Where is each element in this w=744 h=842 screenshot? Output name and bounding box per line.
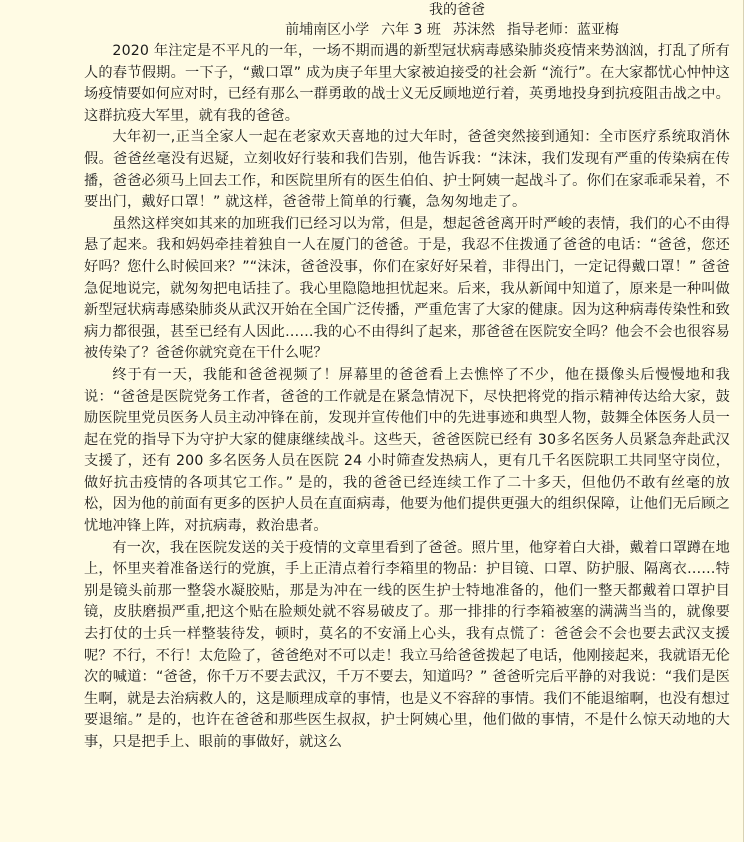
class-name: 六年 3 班 — [381, 22, 441, 38]
byline — [84, 19, 730, 41]
teacher-name: 指导老师：蓝亚梅 — [506, 22, 619, 38]
paragraph-1: 2020 年注定是不平凡的一年，一场不期而遇的新型冠状病毒感染肺炎疫情来势汹汹，打乱了所有人的春节假期。一下子，“戴口罩” 成为庚子年里大家被迫接受的社会新 “流行”。在大家都忧心忡忡这场疫情要如何应对时，已经有那么一群勇敢的战士义无反顾地逆行着，英勇地投身到抗疫阻击战之中。这群抗疫大军里，就有我的爸爸。 — [84, 43, 730, 124]
essay-title: 我的爸爸 — [429, 2, 485, 18]
school-name: 前埔南区小学 — [285, 22, 370, 38]
paragraph-2: 大年初一,正当全家人一起在老家欢天喜地的过大年时，爸爸突然接到通知：全市医疗系统取消休假。爸爸丝毫没有迟疑，立刻收好行装和我们告别，他告诉我：“沫沫，我们发现有严重的传染病在传播，爸爸必须马上回去工作，和医院里所有的医生伯伯、护士阿姨一起战斗了。你们在家乖乖呆着，不要出门，戴好口罩！” 就这样，爸爸带上简单的行囊，急匆匆地走了。 — [84, 129, 730, 211]
paragraph-4: 终于有一天，我能和爸爸视频了！屏幕里的爸爸看上去憔悴了不少，他在摄像头后慢慢地和我说：“爸爸是医院党务工作者，爸爸的工作就是在紧急情况下，尽快把将党的指示精神传达给大家，鼓励医院里党员医务人员主动冲锋在前，发现并宣传他们中的先进事迹和典型人物，鼓舞全体医务人员一起在党的指导下为守护大家的健康继续战斗。这些天，爸爸医院已经有 30多名医务人员紧急奔赴武汉支援了，还有 200 多名医务人员在医院 24 小时筛查发热病人，更有几千名医院职工共同坚守岗位，做好抗击疫情的各项其它工作。” 是的，我的爸爸已经连续工作了二十多天，但他仍不敢有丝毫的放松，因为他的前面有更多的医护人员在直面病毒，他要为他们提供更强大的组织保障，让他们无后顾之忧地冲锋上阵，对抗病毒，救治患者。 — [84, 366, 730, 535]
paragraph-3: 虽然这样突如其来的加班我们已经习以为常，但是，想起爸爸离开时严峻的表情，我们的心不由得悬了起来。我和妈妈牵挂着独自一人在厦门的爸爸。于是，我忍不住拨通了爸爸的电话：“爸爸，您还好吗？您什么时候回来？”“沫沫，爸爸没事，你们在家好好呆着，非得出门，一定记得戴口罩！” 爸爸急促地说完，就匆匆把电话挂了。我心里隐隐地担忧起来。后来，我从新闻中知道了，原来是一种叫做新型冠状病毒感染肺炎从武汉开始在全国广泛传播，严重危害了大家的健康。因为这种病毒传染性和致病力都很强，甚至已经有人因此……我的心不由得纠了起来，那爸爸在医院安全吗？他会不会也很容易被传染了？爸爸你就究竟在干什么呢？ — [84, 215, 730, 362]
author-name: 苏沫然 — [452, 22, 495, 38]
paragraph-5: 有一次，我在医院发送的关于疫情的文章里看到了爸爸。照片里，他穿着白大褂，戴着口罩蹲在地上，怀里夹着准备送行的党旗，手上正清点着行李箱里的物品：护目镜、口罩、防护服、隔离衣……特别是镜头前那一整袋水凝胶贴，那是为冲在一线的医生护士特地准备的，他们一整天都戴着口罩护目镜，皮肤磨损严重,把这个贴在脸颊处就不容易破皮了。那一排排的行李箱被塞的满满当当的，就像要去打仗的士兵一样整装待发，顿时，莫名的不安涌上心头，我有点慌了：爸爸会不会也要去武汉支援呢？不行，不行！太危险了，爸爸绝对不可以走！我立马给爸爸拨起了电话，他刚接起来，我就语无伦次的喊道：“爸爸，你千万不要去武汉，千万不要去，知道吗？” 爸爸听完后平静的对我说：“我们是医生啊，就是去治病救人的，这是顺理成章的事情，也是义不容辞的事情。我们不能退缩啊，也没有想过要退缩。” 是的，也许在爸爸和那些医生叔叔，护士阿姨心里，他们做的事情，不是什么惊天动地的大事，只是把手上、眼前的事做好，就这么 — [84, 539, 730, 750]
